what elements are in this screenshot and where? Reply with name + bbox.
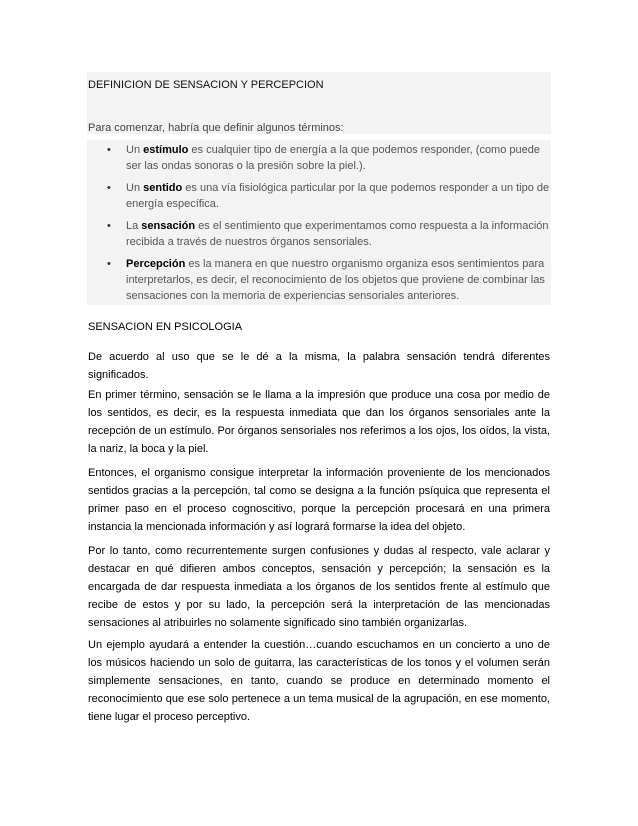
bullet-icon: • bbox=[107, 258, 111, 270]
intro-text: Para comenzar, habría que definir algunos términos: bbox=[88, 122, 344, 134]
term-percepcion: Percepción bbox=[126, 258, 186, 270]
paragraph: De acuerdo al uso que se le dé a la misma, la palabra sensación tendrá diferentes significados. bbox=[88, 351, 550, 381]
paragraph: Por lo tanto, como recurrentemente surgen confusiones y dudas al respecto, vale aclarar y destacar en qué difieren ambos conceptos, sensación y percepción; la sensación es la encargada de dar respuesta inmediata a los órganos de los sentidos frente al estímulo que recibe de estos y por su lado, la percepción será la interpretación de las mencionadas sensaciones al atribuirles no solamente significado sino también organizarlas. bbox=[88, 545, 550, 629]
list-item: • Percepción es la manera en que nuestro organismo organiza esos sentimientos para interpretarlos, es decir, el reconocimiento de los objetos que proviene de combinar las sensaciones con la memoria de experiencias sensoriales anteriores. bbox=[107, 258, 545, 302]
section-title: SENSACION EN PSICOLOGIA bbox=[88, 321, 243, 333]
list-item: • Un estímulo es cualquier tipo de energía a la que podemos responder, (como puede ser las ondas sonoras o la presión sobre la piel.). bbox=[107, 144, 540, 172]
term-sentido: sentido bbox=[143, 182, 183, 194]
bullet-icon: • bbox=[107, 144, 111, 156]
paragraph: Entonces, el organismo consigue interpretar la información proveniente de los mencionados sentidos gracias a la percepción, tal como se designa a la función psíquica que representa el primer paso en el proceso cognoscitivo, porque la percepción procesará en una primera instancia la mencionada información y así logrará formarse la idea del objeto. bbox=[88, 467, 550, 533]
bullet-icon: • bbox=[107, 182, 111, 194]
document-title: DEFINICION DE SENSACION Y PERCEPCION bbox=[88, 79, 324, 91]
definitions-list bbox=[87, 142, 551, 310]
term-sensacion: sensación bbox=[141, 220, 196, 232]
list-item: • Un sentido es una vía fisiológica particular por la que podemos responder a un tipo de energía específica. bbox=[107, 182, 550, 210]
term-estimulo: estímulo bbox=[143, 144, 189, 156]
list-item: • La sensación es el sentimiento que experimentamos como respuesta a la información recibida a través de nuestros órganos sensoriales. bbox=[107, 220, 549, 248]
paragraph: En primer término, sensación se le llama a la impresión que produce una cosa por medio de los sentidos, es decir, es la respuesta inmediata que dan los órganos sensoriales ante la recepción de un estímulo. Por órganos sensoriales nos referimos a los ojos, los oídos, la vista, la nariz, la boca y la piel. bbox=[88, 389, 550, 455]
bullet-icon: • bbox=[107, 220, 111, 232]
paragraph: Un ejemplo ayudará a entender la cuestión…cuando escuchamos en un concierto a uno de los músicos haciendo un solo de guitarra, las características de los tonos y el volumen serán simplemente sensaciones, en tanto, cuando se produce en determinado momento el reconocimiento que ese solo pertenece a un tema musical de la agrupación, en ese momento, tiene lugar el proceso perceptivo. bbox=[88, 639, 550, 723]
